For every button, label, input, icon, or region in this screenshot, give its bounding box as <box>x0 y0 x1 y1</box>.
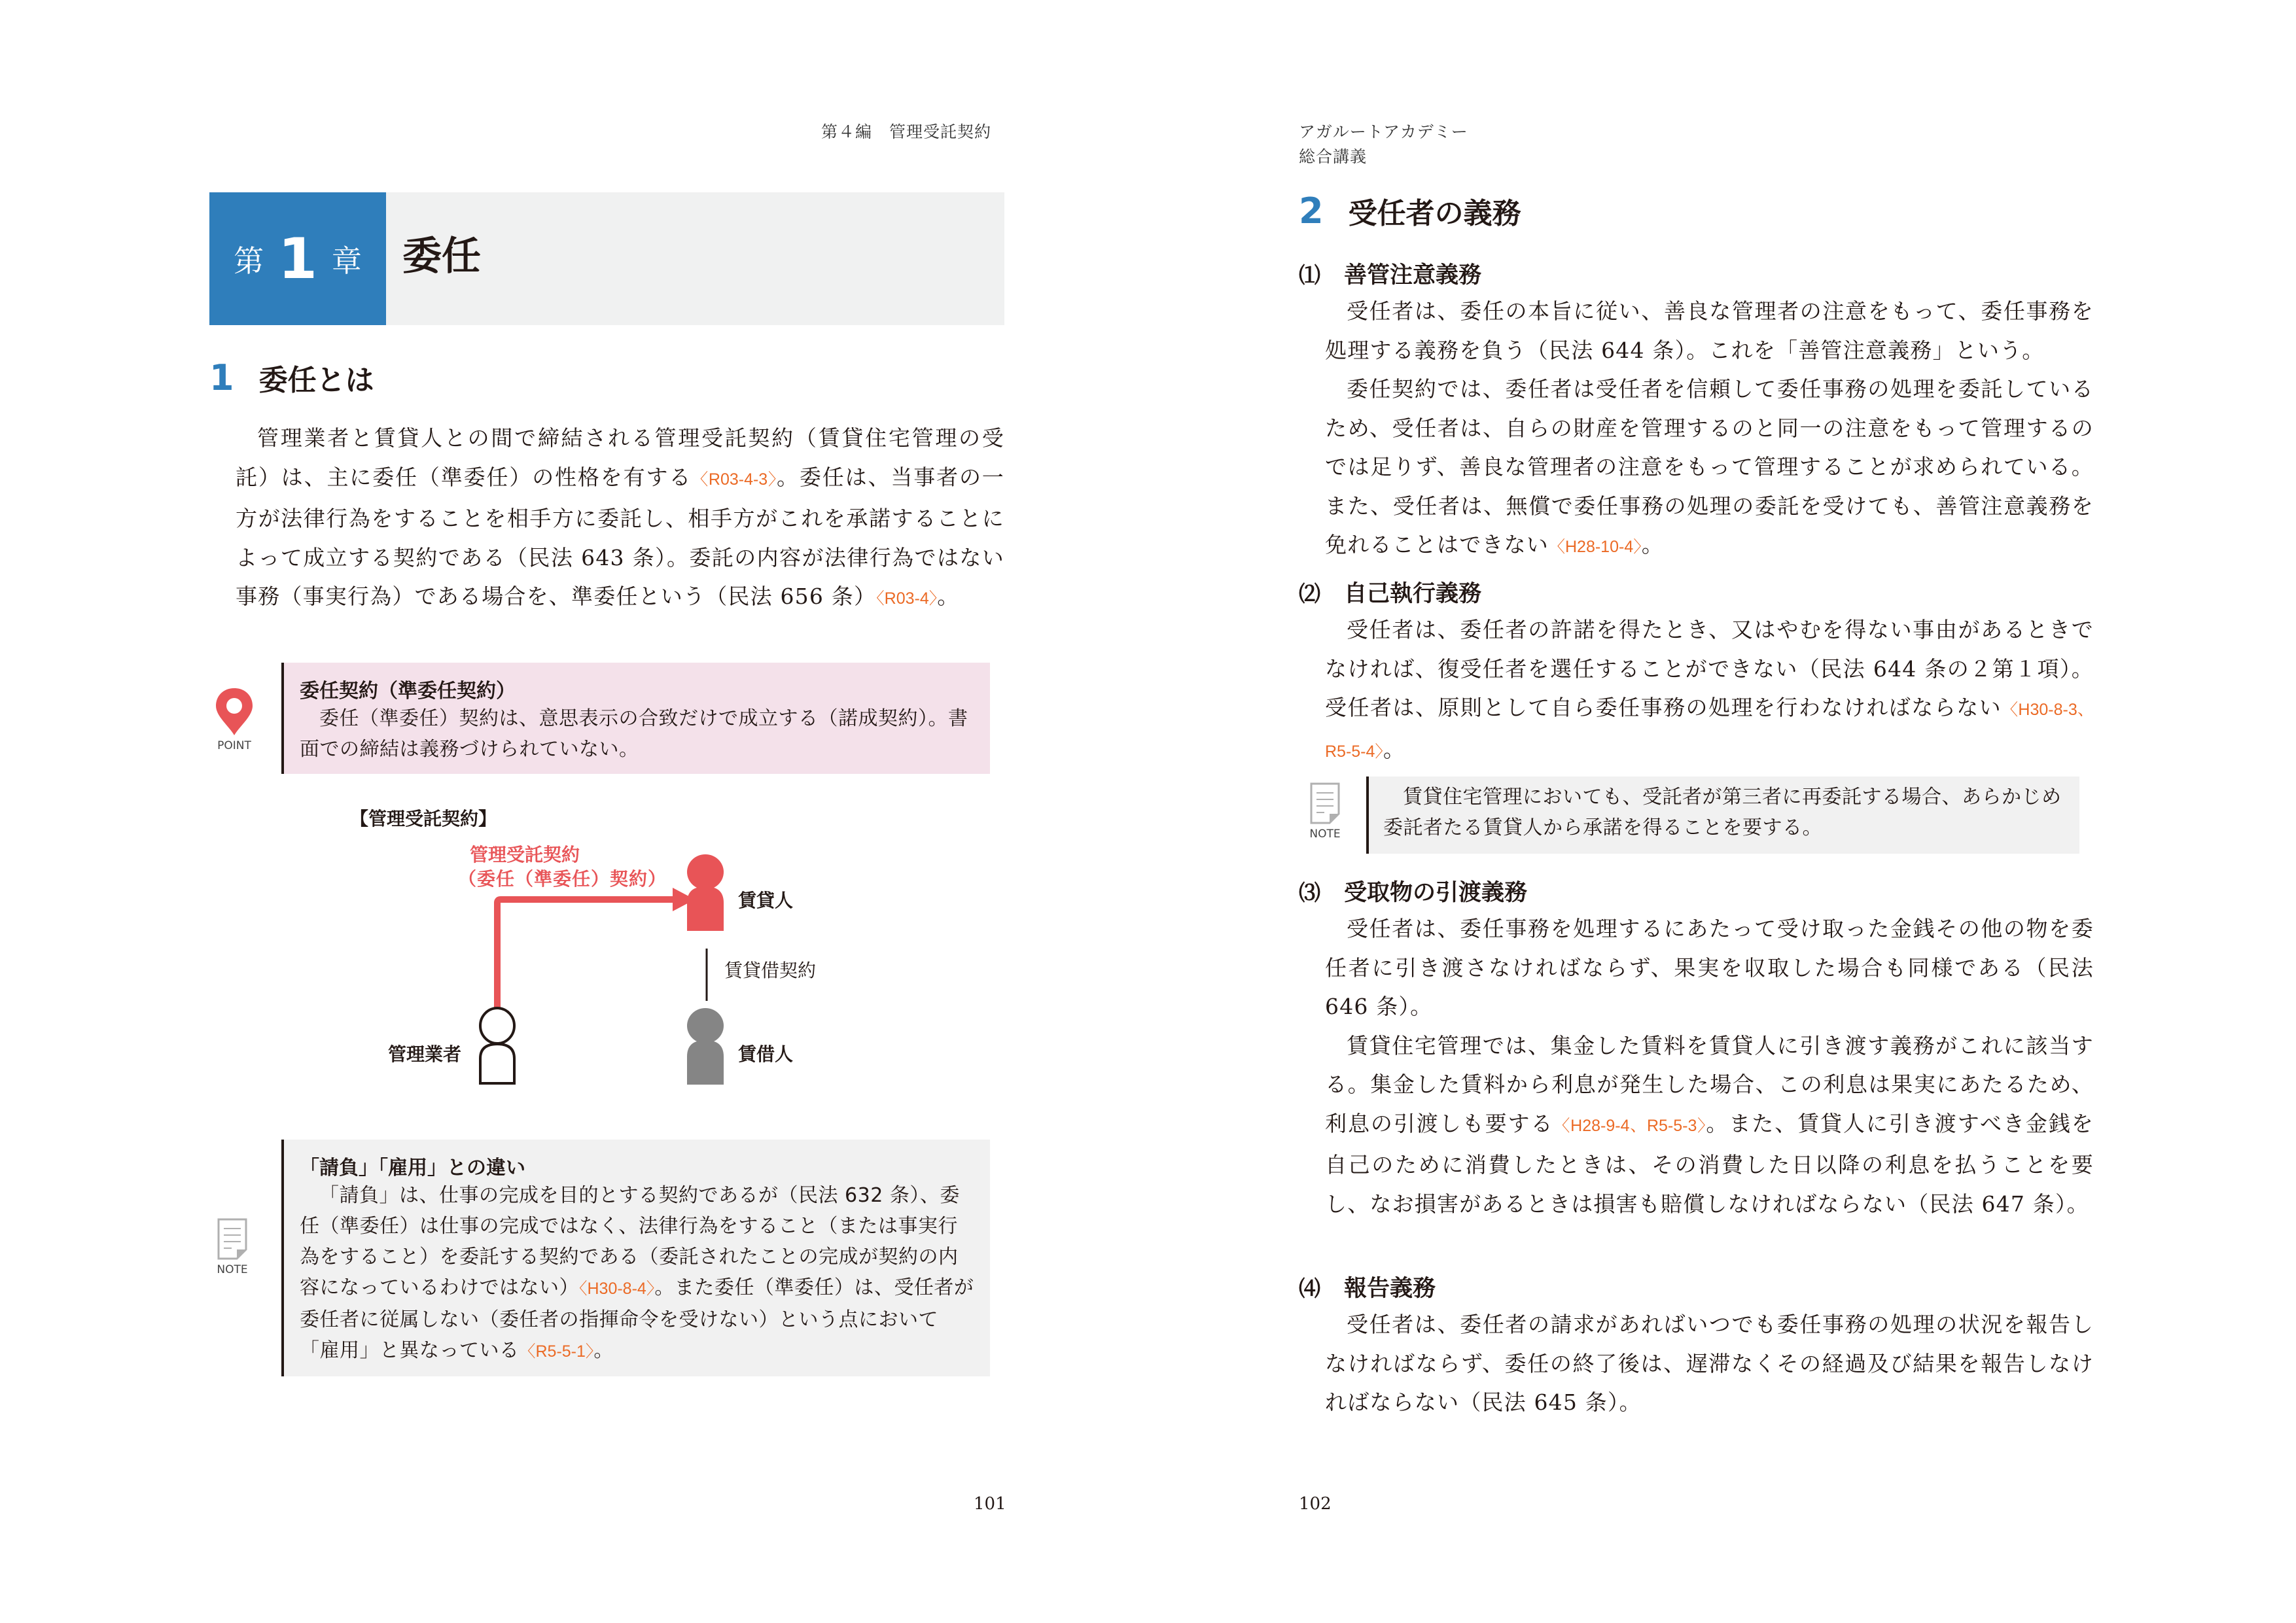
point-box-title: 委任契約（準委任契約） <box>300 680 516 703</box>
running-head-right-1: アガルートアカデミー <box>1299 122 1468 141</box>
section-number: 2 <box>1299 190 1324 232</box>
chapter-title: 委任 <box>402 234 481 279</box>
note-box-text <box>300 1180 974 1367</box>
chapter-header <box>209 192 1004 325</box>
note-box-right <box>1366 777 2079 854</box>
chapter-number: 1 <box>278 226 317 292</box>
exam-reference: 〈H30-8-3、R5-5-4〉 <box>1325 701 2094 761</box>
section-heading-2 <box>1299 190 1521 232</box>
text-run: 賃貸住宅管理では、集金した賃料を賃貸人に引き渡す義務がこれに該当する。集金した賃料から利息が発生した場合、この利息は果実にあたるため、利息の引渡しも要する <box>1325 1032 2094 1136</box>
subsection-2-body <box>1325 610 2094 771</box>
arrow-to-lessor <box>497 899 674 1001</box>
lessor-label: 賃貸人 <box>738 890 794 911</box>
point-box <box>281 663 990 774</box>
subsection-heading-1 <box>1299 257 1481 290</box>
running-head-left: 第４編 管理受託契約 <box>821 122 992 141</box>
document-icon <box>1309 782 1341 824</box>
text-run: 。また、賃貸人に引き渡すべき金銭を自己のために消費したときは、その消費した日以降の利息を払うことを要し、なお損害があるときは損害も賠償しなければならない（民法 647 条）。 <box>1325 1110 2094 1217</box>
note-label: NOTE <box>217 1263 248 1276</box>
point-box-paragraph: 委任（準委任）契約は、意思表示の合致だけで成立する（諾成契約）。書面での締結は義務づけられていない。 <box>300 707 968 761</box>
diagram-title: 【管理受託契約】 <box>350 808 497 829</box>
subsection-number: ⑶ <box>1299 879 1320 905</box>
exam-reference: 〈R03-4〉 <box>876 589 938 608</box>
section-title: 受任者の義務 <box>1348 197 1521 230</box>
note-label: NOTE <box>1309 828 1341 841</box>
text-run: 「請負」は、仕事の完成を目的とする契約であるが（民法 632 条）、委任（準委任）は仕事の完成ではなく、法律行為をすること（または事実行為をすること）を委託する契約である（委託されたことの完成が契約の内容になっているわけではない） <box>300 1184 960 1299</box>
manager-person-icon <box>478 1006 517 1086</box>
exam-reference: 〈R5-5-1〉 <box>519 1342 594 1361</box>
text-run: 。 <box>1383 736 1406 762</box>
lessor-person-icon <box>686 854 725 932</box>
exam-reference: 〈H28-9-4、R5-5-3〉 <box>1553 1116 1706 1135</box>
subsection-heading-2 <box>1299 576 1481 608</box>
chapter-suffix: 章 <box>331 243 362 279</box>
section-heading-1 <box>209 357 374 398</box>
section-number: 1 <box>209 357 234 398</box>
subsection-4-body <box>1325 1305 2094 1422</box>
subsection-title: 報告義務 <box>1344 1276 1436 1302</box>
subsection-3-body <box>1325 909 2094 1223</box>
subsection-title: 受取物の引渡義務 <box>1344 880 1528 906</box>
point-box-text <box>300 703 974 765</box>
subsection-title: 自己執行義務 <box>1344 581 1482 607</box>
subsection-number: ⑷ <box>1299 1275 1320 1301</box>
subsection-number: ⑵ <box>1299 580 1320 606</box>
point-icon <box>211 687 258 752</box>
text-run: 。 <box>593 1339 614 1362</box>
text-run: 。また委任（準委任）は、受任者が委任者に従属しない（委任者の指揮命令を受けない）という点において「雇用」と異なっている <box>300 1276 974 1362</box>
arrow-label-line-1: 管理受託契約 <box>470 844 580 865</box>
paragraph: 受任者は、委任事務を処理するにあたって受け取った金銭その他の物を委任者に引き渡さなければならず、果実を収取した場合も同様である（民法 646 条）。 <box>1325 916 2094 1019</box>
note-icon <box>216 1218 255 1283</box>
map-pin-icon <box>211 687 258 736</box>
text-run: 。委任は、当事者の一方が法律行為をすることを相手方に委託し、相手方がこれを承諾することによって成立する契約である（民法 643 条）。委託の内容が法律行為ではない事務（事実行為）である場合を、準委任という（民法 656 条） <box>236 464 1005 609</box>
intro-paragraph <box>236 419 1004 619</box>
note-box-title: 「請負」「雇用」との違い <box>300 1157 525 1179</box>
exam-reference: 〈H28-10-4〉 <box>1549 538 1642 556</box>
lease-contract-label: 賃貸借契約 <box>724 960 817 981</box>
note-paragraph: 賃貸住宅管理においても、受託者が第三者に再委託する場合、あらかじめ委託者たる賃貸人から承諾を得ることを要する。 <box>1383 786 2062 839</box>
section-title: 委任とは <box>258 364 374 397</box>
exam-reference: 〈R03-4-3〉 <box>692 470 777 489</box>
arrow-label-line-2: （委任（準委任）契約） <box>458 868 667 890</box>
paragraph: 受任者は、委任の本旨に従い、善良な管理者の注意をもって、委任事務を処理する義務を負う（民法 644 条）。これを「善管注意義務」という。 <box>1325 298 2094 363</box>
page-number-left: 101 <box>974 1494 1006 1514</box>
page-number-right: 102 <box>1299 1494 1332 1514</box>
note-icon <box>1309 782 1345 848</box>
exam-reference: 〈H30-8-4〉 <box>579 1280 655 1298</box>
subsection-heading-3 <box>1299 875 1527 907</box>
manager-label: 管理業者 <box>388 1043 462 1065</box>
text-run: 委任契約では、委任者は受任者を信頼して委任事務の処理を委託しているため、受任者は、自らの財産を管理するのと同一の注意をもって管理するのでは足りず、善良な管理者の注意をもって管理することが求められている。また、受任者は、無償で委任事務の処理の委託を受けても、善管注意義務を免れることはできない <box>1325 376 2094 557</box>
point-label: POINT <box>217 739 251 752</box>
subsection-heading-4 <box>1299 1270 1436 1303</box>
note-box-text <box>1383 782 2065 843</box>
lessee-label: 賃借人 <box>738 1043 794 1065</box>
note-box <box>281 1140 990 1376</box>
document-icon <box>216 1218 249 1260</box>
lessee-person-icon <box>686 1007 725 1086</box>
subsection-number: ⑴ <box>1299 262 1320 288</box>
text-run: 管理業者と賃貸人との間で締結される管理受託契約（賃貸住宅管理の受託）は、主に委任（準委任）の性格を有する <box>236 425 1004 490</box>
text-run: 受任者は、委任者の許諾を得たとき、又はやむを得ない事由があるときでなければ、復受任者を選任することができない（民法 644 条の２第１項）。受任者は、原則として自ら委任事務の処理を行わなければならない <box>1325 617 2094 720</box>
paragraph: 受任者は、委任者の請求があればいつでも委任事務の処理の状況を報告しなければならず、委任の終了後は、遅滞なくその経過及び結果を報告しなければならない（民法 645 条）。 <box>1325 1312 2094 1415</box>
running-head-right-2: 総合講義 <box>1299 147 1368 166</box>
chapter-prefix: 第 <box>234 243 264 279</box>
subsection-title: 善管注意義務 <box>1344 262 1482 288</box>
text-run: 。 <box>1641 532 1664 557</box>
chapter-number-block <box>209 192 386 325</box>
text-run: 。 <box>937 584 960 609</box>
subsection-1-body <box>1325 292 2094 567</box>
